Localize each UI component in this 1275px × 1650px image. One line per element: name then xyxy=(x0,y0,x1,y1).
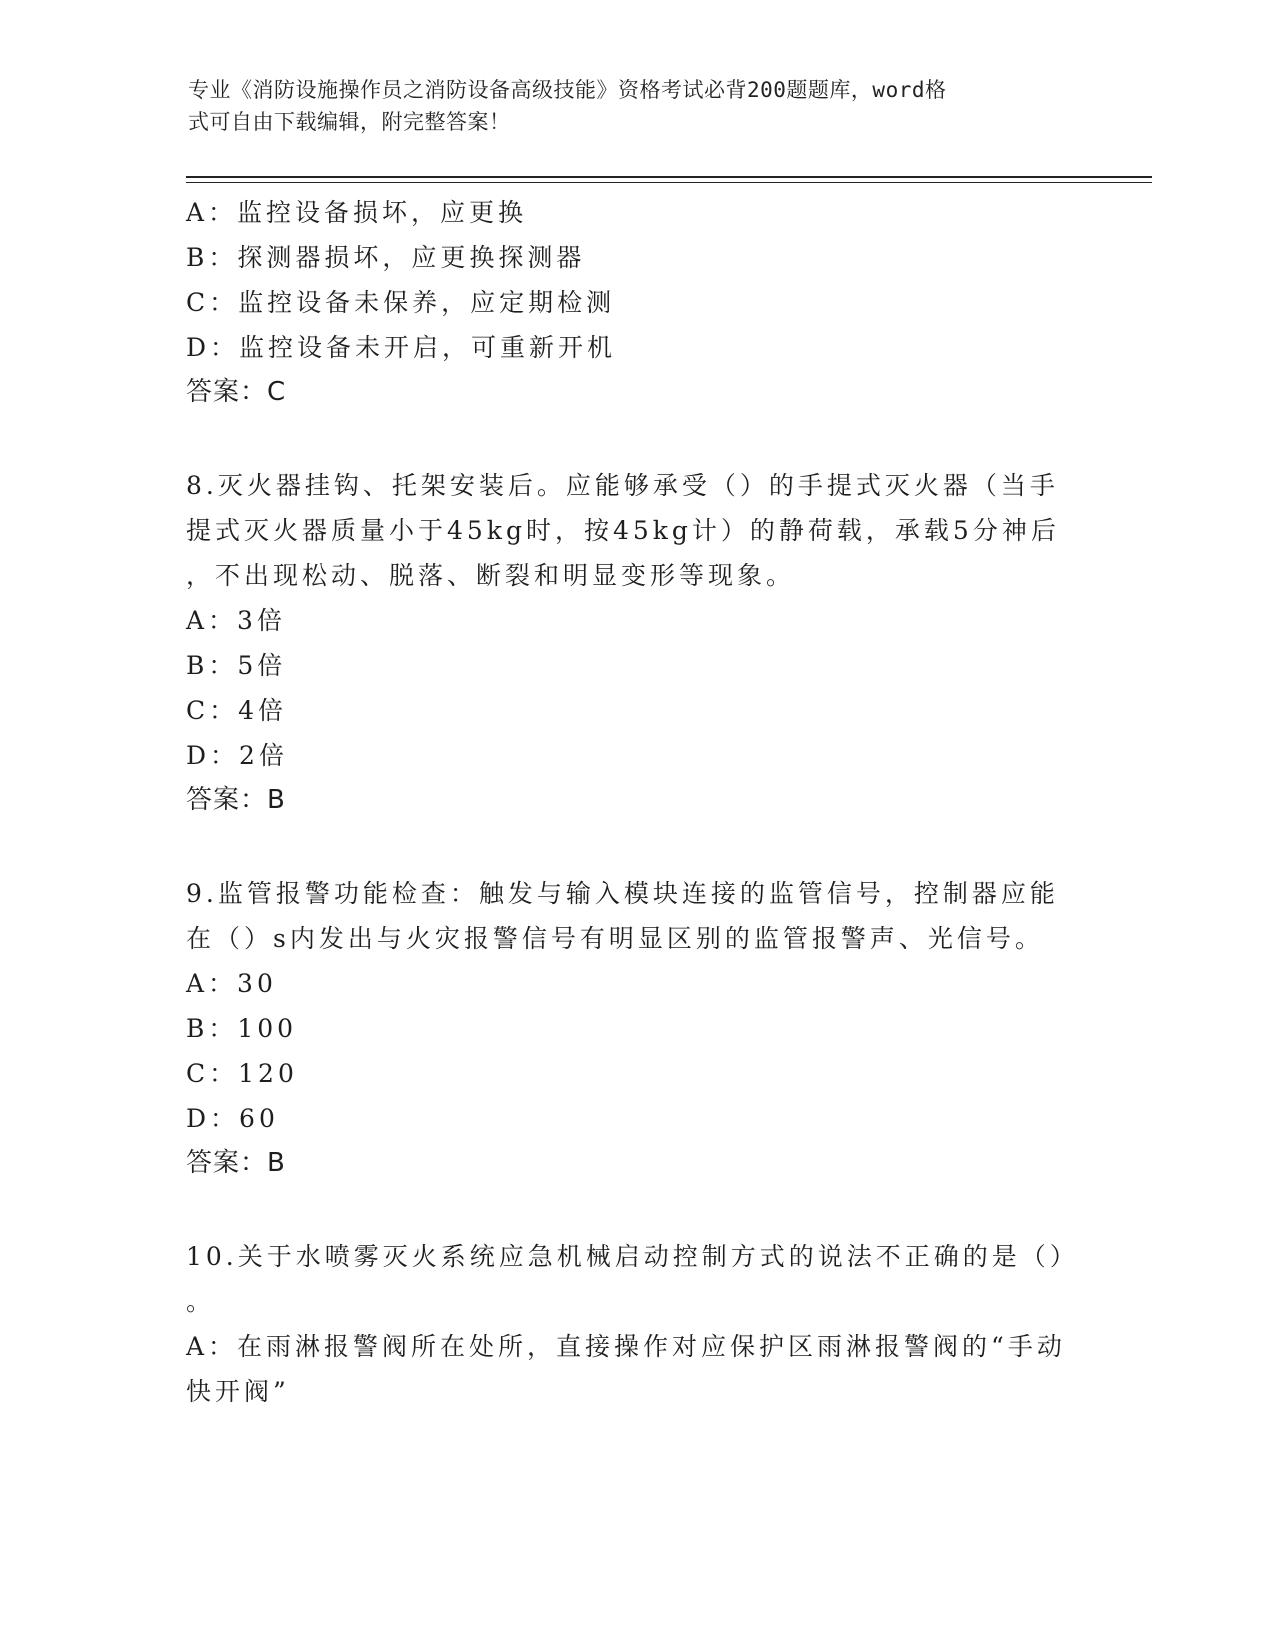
option-a: A：在雨淋报警阀所在处所，直接操作对应保护区雨淋报警阀的“手动 xyxy=(186,1332,1066,1361)
spacer xyxy=(186,823,1086,871)
option-b: B：探测器损坏，应更换探测器 xyxy=(186,243,586,272)
spacer xyxy=(186,415,1086,463)
header-line-2: 式可自由下载编辑，附完整答案！ xyxy=(188,110,511,134)
header-divider-thin xyxy=(186,182,1152,183)
question-stem-line: 10.关于水喷雾灭火系统应急机械启动控制方式的说法不正确的是（） xyxy=(186,1242,1079,1271)
option-b: B：5倍 xyxy=(186,651,287,680)
spacer xyxy=(186,1186,1086,1234)
question-list xyxy=(186,190,1086,1414)
header-line-1: 专业《消防设施操作员之消防设备高级技能》资格考试必背200题题库，word格 xyxy=(188,78,947,102)
option-b: B：100 xyxy=(186,1014,298,1043)
question-stem-line: 8.灭火器挂钩、托架安装后。应能够承受（）的手提式灭火器（当手 xyxy=(186,471,1059,500)
option-a-continued: 快开阀” xyxy=(186,1377,290,1406)
option-d: D：监控设备未开启，可重新开机 xyxy=(186,333,617,362)
option-a: A：监控设备损坏，应更换 xyxy=(186,198,528,227)
document-header xyxy=(188,74,1068,138)
header-divider-thick xyxy=(186,176,1152,178)
option-d: D：2倍 xyxy=(186,741,288,770)
question-9 xyxy=(186,871,1086,1186)
question-10 xyxy=(186,1234,1086,1414)
question-stem-line: 在（）s内发出与火灾报警信号有明显区别的监管报警声、光信号。 xyxy=(186,924,1044,953)
question-7 xyxy=(186,190,1086,415)
answer: 答案：C xyxy=(186,377,287,407)
question-stem-line: ，不出现松动、脱落、断裂和明显变形等现象。 xyxy=(186,561,796,590)
option-c: C：监控设备未保养，应定期检测 xyxy=(186,288,616,317)
option-a: A：3倍 xyxy=(186,606,286,635)
option-d: D：60 xyxy=(186,1104,279,1133)
question-stem-line: 提式灭火器质量小于45kg时，按45kg计）的静荷载，承载5分神后 xyxy=(186,516,1060,545)
option-a: A：30 xyxy=(186,969,277,998)
answer: 答案：B xyxy=(186,1148,286,1178)
question-8 xyxy=(186,463,1086,823)
answer: 答案：B xyxy=(186,785,286,815)
option-c: C：4倍 xyxy=(186,696,288,725)
question-stem-line: 9.监管报警功能检查：触发与输入模块连接的监管信号，控制器应能 xyxy=(186,879,1059,908)
option-c: C：120 xyxy=(186,1059,298,1088)
question-stem-line: 。 xyxy=(186,1287,216,1316)
